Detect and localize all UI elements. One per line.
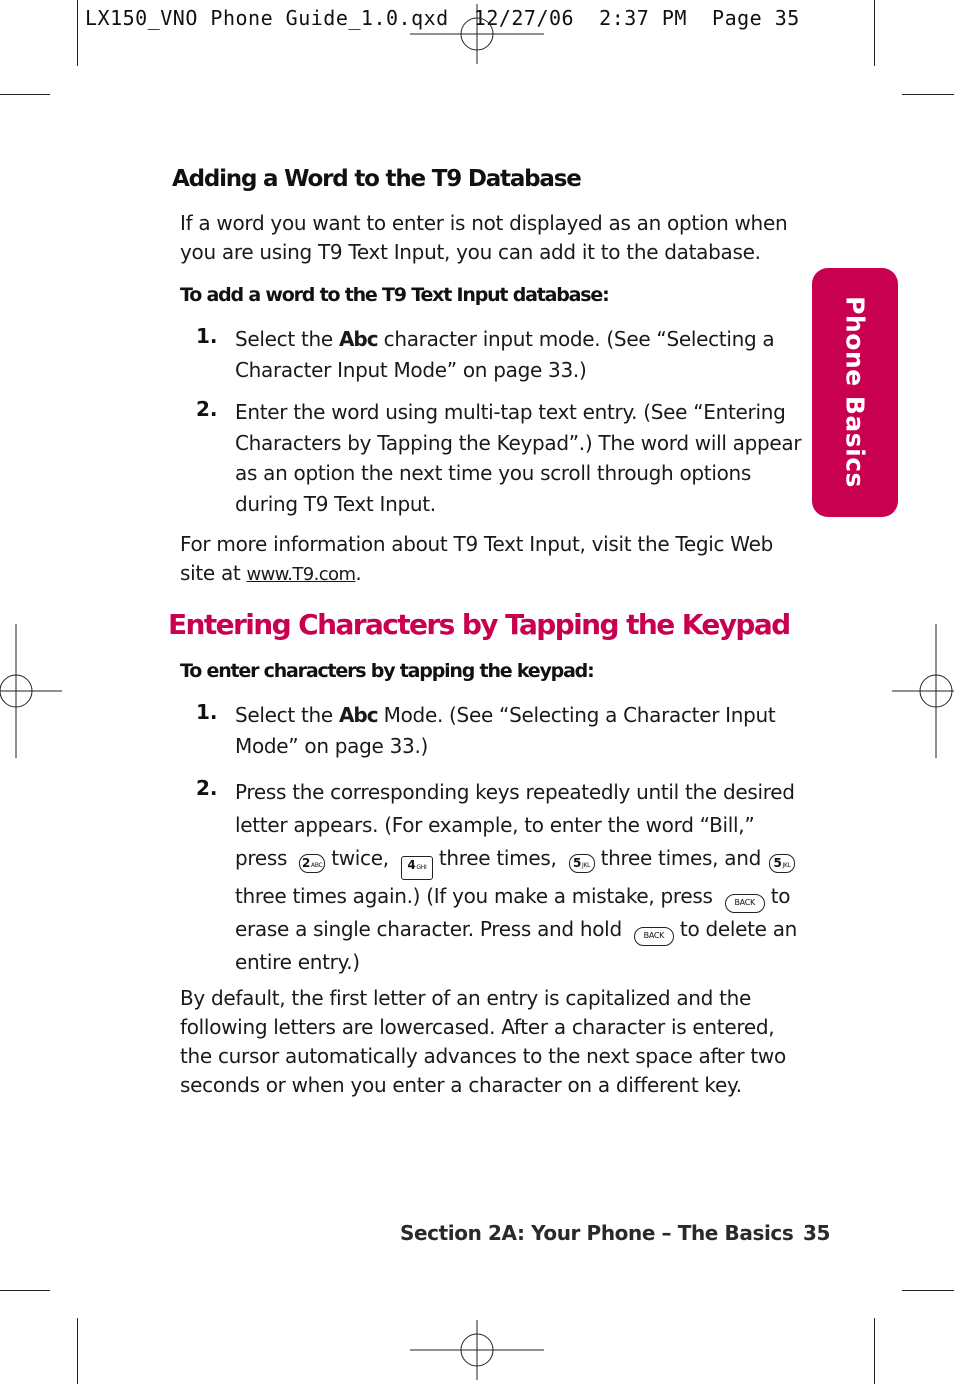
section-heading-entering-characters: Entering Characters by Tapping the Keypad [168,608,790,641]
step-text-part: Select the [235,703,339,727]
back-key-icon: BACK [725,894,765,913]
abc-mode-label: Abc [338,703,378,727]
t9-website-link[interactable]: www.T9.com [246,564,356,585]
key-4-icon [401,856,433,880]
procedure-heading-add-word: To add a word to the T9 Text Input database: [180,284,609,306]
key-letters: ABC [311,862,323,869]
step-number: 1. [196,324,218,348]
info-text: . [355,561,362,585]
key-5-icon [569,854,595,873]
step-text [235,700,805,761]
intro-paragraph: If a word you want to enter is not displayed as an option when you are using T9 Text Input, you can add it to the database. [180,211,788,264]
crop-mark [902,1290,954,1291]
step-number: 2. [196,776,218,800]
crop-mark [77,1318,78,1384]
crop-mark [77,0,78,66]
crop-mark [874,0,875,66]
key-digit: 5 [773,856,782,870]
key-digit: 4 [407,858,416,872]
key-digit: 5 [572,856,582,870]
step-text-part: Mode. (See “Selecting a Character Input Mode” on page 33.) [235,703,776,758]
registration-mark-right [892,624,954,758]
info-paragraph [180,530,800,589]
page-number: 35 [803,1221,831,1245]
info-text: For more information about T9 Text Input, visit the Tegic Web site at [180,532,774,585]
registration-mark-top [410,4,544,64]
registration-mark-bottom [410,1320,544,1380]
print-slug: LX150_VNO Phone Guide_1.0.qxd 12/27/06 2:37 PM Page 35 [85,6,800,30]
step-text-part: three times, [438,846,557,870]
step-text-part: to erase a single character. Press and hold [235,884,791,941]
step-text-part: Press the corresponding keys repeatedly until the desired letter appears. (For example, to enter the word “Bill,” press [235,780,795,870]
step-text-part: character input mode. (See “Selecting a Character Input Mode” on page 33.) [235,327,775,382]
key-digit: 2 [301,856,311,870]
key-2-icon [299,854,325,873]
abc-mode-label: Abc [338,327,378,351]
step-text-part: three times, and [600,846,761,870]
section-heading-add-word: Adding a Word to the T9 Database [172,166,581,192]
step-text-part: to delete an entire entry.) [235,917,798,974]
key-5-icon [769,854,795,873]
closing-paragraph: By default, the first letter of an entry is capitalized and the following letters are lowercased. After a character is entered, the cursor automatically advances to the next space after two seconds or when you enter a character on a different key. [180,986,786,1097]
crop-mark [0,94,50,95]
step-text-part: three times again.) (If you make a mistake, press [235,884,713,908]
key-letters: JKL [582,862,591,869]
registration-mark-left [0,624,62,758]
step-number: 2. [196,397,218,421]
key-letters: GHI [416,864,427,871]
step-text-part: Select the [235,327,339,351]
procedure-heading-keypad: To enter characters by tapping the keypad: [180,660,594,682]
crop-mark [902,94,954,95]
side-tab-label: Phone Basics [840,296,870,488]
step-text-part: twice, [331,846,389,870]
footer-section-title: Section 2A: Your Phone – The Basics [400,1221,794,1245]
step-text [235,324,805,385]
crop-mark [0,1290,50,1291]
step-text: Enter the word using multi-tap text entry. (See “Entering Characters by Tapping the Keypad”.) The word will appear as an option the next time you scroll through options during T9 Text Input. [235,400,802,516]
crop-mark [874,1318,875,1384]
step-number: 1. [196,700,218,724]
step-text [235,776,805,979]
back-key-icon: BACK [634,927,674,946]
key-letters: JKL [782,862,791,869]
